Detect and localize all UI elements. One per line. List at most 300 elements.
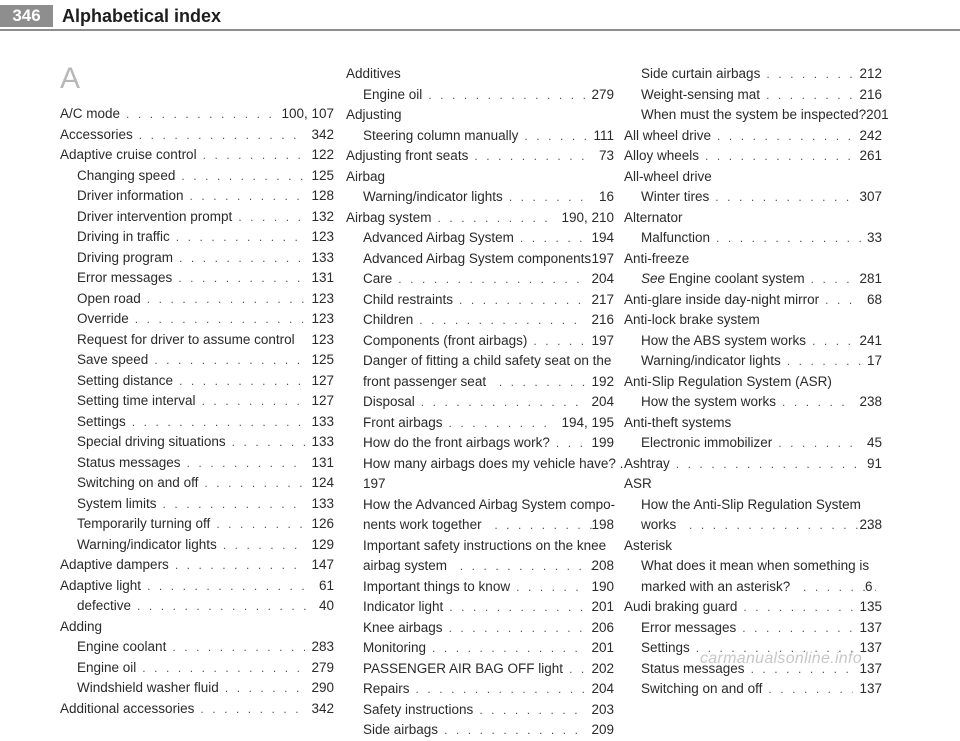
index-entry-term: Side airbags <box>363 722 439 737</box>
index-entry-term: Open road <box>77 290 141 306</box>
index-entry-term: Engine coolant <box>77 639 167 654</box>
index-entry-line <box>346 249 614 270</box>
index-entry-line <box>624 454 882 475</box>
leader-dots <box>432 638 585 659</box>
leader-dots <box>419 310 585 331</box>
index-entry-page: 199 <box>591 435 614 450</box>
leader-dots <box>715 187 853 208</box>
index-entry-line <box>346 228 614 249</box>
leader-dots <box>179 371 305 392</box>
index-entry-line <box>624 167 882 188</box>
index-entry <box>346 228 614 249</box>
index-entry-page: 131 <box>311 270 334 285</box>
index-entry-term: All-wheel drive <box>624 168 712 184</box>
index-entry-line <box>60 371 334 392</box>
leader-dots <box>175 555 306 576</box>
leader-dots <box>812 331 853 352</box>
leader-dots <box>716 228 861 249</box>
index-entry-page: 127 <box>311 393 334 408</box>
index-entry <box>60 637 334 658</box>
index-entry-line <box>60 207 334 228</box>
index-entry-line <box>60 678 334 699</box>
leader-dots <box>126 104 275 125</box>
index-entry-line <box>346 659 614 680</box>
index-entry-line <box>363 372 614 393</box>
index-entry-page: 208 <box>591 558 614 573</box>
leader-dots <box>492 372 602 393</box>
index-entry-term: Anti-freeze <box>624 250 690 266</box>
index-entry-page: 206 <box>591 619 614 635</box>
index-entry-line <box>363 556 614 577</box>
section-letter: A <box>60 62 81 95</box>
index-entry-page: 33 <box>866 230 882 245</box>
index-entry-line <box>60 432 334 453</box>
index-entry-term: front passenger seat <box>363 373 487 389</box>
index-entry-term: Adjusting <box>346 107 402 122</box>
index-entry-term: Repairs <box>363 681 410 696</box>
index-entry-term: Anti-lock brake system <box>624 312 760 327</box>
index-entry-page: 216 <box>591 312 614 327</box>
leader-dots <box>202 391 306 412</box>
leader-dots <box>232 432 306 453</box>
index-entry-line <box>346 679 614 700</box>
index-entry-page: 202 <box>591 660 614 676</box>
leader-dots <box>137 596 313 617</box>
index-entry-page: 17 <box>866 353 882 368</box>
index-entry-page: 204 <box>591 681 614 696</box>
index-entry-page: 125 <box>311 352 334 367</box>
index-entry-line <box>346 105 614 126</box>
index-entry-page: 135 <box>859 599 882 614</box>
index-entry-page: 281 <box>859 271 882 286</box>
index-entry-line <box>60 125 334 146</box>
index-entry-line <box>624 474 882 495</box>
index-entry-term: Switching on and off <box>77 475 199 490</box>
index-entry-line <box>346 638 614 659</box>
index-entry-line <box>346 597 614 618</box>
index-entry-term: Adaptive cruise control <box>60 147 197 162</box>
index-entry-term: Anti-Slip Regulation System (ASR) <box>624 373 832 389</box>
index-entry-term: Settings <box>77 413 126 429</box>
leader-dots <box>398 269 585 290</box>
index-entry-line <box>60 699 334 720</box>
index-entry-page: 238 <box>859 517 882 532</box>
index-entry-term: All wheel drive <box>624 127 712 143</box>
index-entry-term: Engine oil <box>363 86 423 102</box>
index-entry-term: Accessories <box>60 126 133 142</box>
index-entry-line <box>624 351 882 372</box>
index-entry-line: marked with an asterisk? . . . 6 <box>658 577 882 598</box>
index-entry <box>624 433 882 454</box>
leader-dots <box>742 618 853 639</box>
index-entry <box>624 310 882 331</box>
index-entry-page: 123 <box>311 331 334 347</box>
leader-dots <box>509 187 593 208</box>
index-entry-line <box>346 618 614 639</box>
index-entry-page: 342 <box>311 126 334 142</box>
leader-dots <box>768 679 853 700</box>
index-entry <box>60 391 334 412</box>
index-entry-term: Anti-theft systems <box>624 414 732 430</box>
index-entry-term: Children <box>363 312 414 327</box>
leader-dots <box>524 126 587 147</box>
index-entry-page: 242 <box>859 127 882 143</box>
index-entry-term: Important safety instructions on the knee <box>363 537 607 553</box>
index-entry <box>60 473 334 494</box>
leader-dots <box>682 515 870 536</box>
index-entry <box>60 432 334 453</box>
index-entry-line <box>60 268 334 289</box>
index-entry <box>346 310 614 331</box>
index-entry-line <box>60 227 334 248</box>
index-entry-term: Components (front airbags) <box>363 332 528 348</box>
leader-dots <box>190 186 306 207</box>
index-entry <box>624 351 882 372</box>
index-entry-page: 261 <box>859 148 882 163</box>
index-entry-line <box>346 720 614 741</box>
index-entry-page: 197 <box>363 476 386 491</box>
see-reference: See <box>641 271 666 286</box>
index-entry-line <box>346 187 614 208</box>
leader-dots <box>216 514 305 535</box>
index-entry <box>624 228 882 249</box>
index-entry-page: 129 <box>311 536 334 552</box>
index-entry-page: 91 <box>866 455 882 471</box>
index-entry-line <box>624 64 882 85</box>
index-entry-term: Switching on and off <box>641 681 763 696</box>
index-entry <box>624 536 882 557</box>
index-entry-line <box>624 618 882 639</box>
index-entry <box>346 392 614 413</box>
index-entry <box>346 413 614 434</box>
index-entry-page: 283 <box>311 639 334 654</box>
index-entry-term: Care <box>363 271 393 286</box>
index-entry <box>60 494 334 515</box>
leader-dots <box>163 494 306 515</box>
index-entry-line <box>624 372 882 393</box>
index-entry <box>346 126 614 147</box>
index-entry <box>346 597 614 618</box>
index-entry-line <box>346 392 614 413</box>
index-entry-line <box>60 145 334 166</box>
index-entry-term: Advanced Airbag System <box>363 230 514 245</box>
index-entry-page: 132 <box>311 208 334 224</box>
index-entry-page: 209 <box>591 722 614 737</box>
index-entry <box>624 249 882 270</box>
index-entry-page: 131 <box>311 454 334 470</box>
index-entry-line <box>346 167 614 188</box>
index-entry-line <box>624 249 882 270</box>
index-entry <box>346 290 614 311</box>
leader-dots <box>179 248 305 269</box>
index-entry-page: 216 <box>859 86 882 102</box>
leader-dots <box>203 145 306 166</box>
index-entry-page: 123 <box>311 311 334 326</box>
index-entry-line <box>624 228 882 249</box>
index-entry <box>624 392 882 413</box>
index-entry-line <box>60 453 334 474</box>
index-entry <box>60 658 334 679</box>
index-entry-line <box>60 658 334 679</box>
index-entry-term: Knee airbags <box>363 619 443 635</box>
index-entry-term: How many airbags does my vehicle have? . <box>363 455 624 471</box>
index-entry <box>346 187 614 208</box>
leader-dots <box>449 597 585 618</box>
index-entry-page: 279 <box>591 86 614 102</box>
index-entry-line <box>624 187 882 208</box>
index-entry-line <box>60 330 334 351</box>
leader-dots <box>200 699 305 720</box>
index-entry-line <box>624 269 882 290</box>
index-entry-term: defective <box>77 598 132 613</box>
leader-dots <box>187 453 306 474</box>
index-entry <box>624 495 882 536</box>
leader-dots <box>782 392 853 413</box>
index-entry-term: Driver information <box>77 188 184 203</box>
page-number-badge: 346 <box>0 5 53 27</box>
index-entry-term: Override <box>77 311 129 326</box>
index-entry <box>60 268 334 289</box>
index-entry <box>60 617 334 638</box>
index-entry-line <box>624 433 882 454</box>
index-entry-term: ASR <box>624 476 652 491</box>
index-entry-line <box>624 536 882 557</box>
index-entry-term: Error messages <box>641 619 737 635</box>
index-entry-page: 342 <box>311 700 334 716</box>
index-entry <box>60 145 334 166</box>
index-entry-term: Child restraints <box>363 291 454 307</box>
index-entry-page: 137 <box>859 640 882 655</box>
index-entry-term: Side curtain airbags <box>641 66 761 81</box>
index-entry-line <box>60 514 334 535</box>
index-entry <box>346 700 614 721</box>
leader-dots <box>533 331 585 352</box>
index-entry-page: 192 <box>591 373 614 389</box>
leader-dots <box>449 618 586 639</box>
index-entry-page: 123 <box>311 229 334 244</box>
index-entry-page: 194, 195 <box>561 414 614 430</box>
index-entry <box>624 187 882 208</box>
index-entry-line <box>346 64 614 85</box>
index-entry <box>60 227 334 248</box>
index-entry <box>624 208 882 229</box>
index-entry-line <box>60 309 334 330</box>
index-entry-page: 40 <box>318 598 334 613</box>
index-entry <box>60 207 334 228</box>
index-entry-line <box>624 146 882 167</box>
index-entry-page: 203 <box>591 701 614 717</box>
index-entry-line <box>60 412 334 433</box>
index-entry-term: Weight-sensing mat <box>641 86 761 102</box>
leader-dots <box>147 576 313 597</box>
index-entry <box>624 290 882 311</box>
index-entry-term: When must the system be inspected? <box>641 107 867 122</box>
leader-dots <box>705 146 853 167</box>
index-entry-term: How the ABS system works <box>641 332 807 348</box>
index-entry-page: 198 <box>591 517 614 532</box>
index-entry-term: Special driving situations <box>77 434 226 449</box>
index-entry <box>346 331 614 352</box>
leader-dots <box>717 126 853 147</box>
index-entry <box>346 679 614 700</box>
index-column-2 <box>346 64 624 741</box>
index-entry-page: 122 <box>311 147 334 162</box>
index-entry-term: A/C mode <box>60 106 121 121</box>
index-entry <box>346 167 614 188</box>
index-entry <box>624 454 882 475</box>
index-entry-line <box>624 331 882 352</box>
header-rule <box>0 29 960 31</box>
leader-dots <box>181 166 305 187</box>
leader-dots <box>238 207 305 228</box>
index-entry-line <box>346 577 614 598</box>
leader-dots <box>135 309 306 330</box>
index-entry <box>624 105 889 126</box>
leader-dots <box>459 290 585 311</box>
index-entry <box>624 474 882 495</box>
index-entry-line <box>346 433 614 454</box>
index-entry <box>60 555 334 576</box>
leader-dots <box>176 227 306 248</box>
leader-dots <box>204 473 305 494</box>
index-entry <box>624 126 882 147</box>
index-entry <box>346 85 614 106</box>
index-entry-term: Driving program <box>77 249 174 265</box>
index-entry <box>624 269 882 290</box>
index-entry <box>60 596 334 617</box>
index-entry <box>624 413 882 434</box>
index-entry-page: 197 <box>591 332 614 348</box>
leader-dots <box>444 720 585 741</box>
index-entry <box>346 618 614 639</box>
index-entry-line <box>346 310 614 331</box>
leader-dots <box>438 208 556 229</box>
index-entry-page: 217 <box>591 291 614 307</box>
index-entry-line <box>60 555 334 576</box>
index-entry-page: 126 <box>311 516 334 531</box>
index-entry-term: Ashtray <box>624 455 670 471</box>
index-entry-line <box>346 146 614 167</box>
index-entry-term: What does it mean when something is <box>641 558 870 573</box>
index-entry-line <box>60 104 334 125</box>
index-entry-term: works <box>641 517 677 532</box>
index-entry-term: Airbag system <box>346 209 432 225</box>
index-entry-line <box>60 473 334 494</box>
leader-dots <box>479 700 585 721</box>
index-entry <box>60 186 334 207</box>
index-entry <box>346 351 614 392</box>
leader-dots <box>676 454 861 475</box>
index-entry <box>60 412 334 433</box>
index-entry-term: Engine coolant system <box>668 271 805 286</box>
index-entry-line <box>346 126 614 147</box>
index-entry <box>60 289 334 310</box>
leader-dots <box>421 392 586 413</box>
index-entry <box>60 535 334 556</box>
index-entry <box>60 330 334 351</box>
index-entry-page: 16 <box>598 189 614 204</box>
index-entry-term: Alternator <box>624 209 683 225</box>
index-entry-line <box>346 269 614 290</box>
index-entry-page: 128 <box>311 188 334 203</box>
index-entry-term: Changing speed <box>77 167 176 183</box>
index-entry <box>346 433 614 454</box>
index-entry <box>346 454 624 495</box>
leader-dots <box>449 413 556 434</box>
leader-dots <box>778 433 861 454</box>
leader-dots <box>154 350 305 371</box>
index-entry-page: 201 <box>591 640 614 655</box>
index-entry <box>346 638 614 659</box>
leader-dots <box>139 125 306 146</box>
index-entry <box>346 720 614 741</box>
index-entry <box>60 678 334 699</box>
index-entry-line <box>60 494 334 515</box>
index-entry-page: 137 <box>859 660 882 676</box>
index-entry-term: Additives <box>346 66 401 81</box>
leader-dots <box>488 515 603 536</box>
index-entry-line <box>60 535 334 556</box>
index-entry-line <box>60 289 334 310</box>
index-entry-page: 307 <box>859 189 882 204</box>
index-entry-line <box>624 413 882 434</box>
index-entry-term: Adding <box>60 618 103 634</box>
index-entry-line <box>60 248 334 269</box>
index-entry-line <box>60 350 334 371</box>
index-entry-page: 190, 210 <box>561 209 614 225</box>
index-entry-term: Driver intervention prompt <box>77 208 233 224</box>
leader-dots <box>556 433 586 454</box>
leader-dots <box>569 659 585 680</box>
index-entry-term: Indicator light <box>363 599 444 614</box>
index-entry-term: Advanced Airbag System components <box>363 250 592 266</box>
index-entry-page: 194 <box>591 230 614 245</box>
index-entry-page: 124 <box>311 475 334 490</box>
index-entry-term: Airbag <box>346 168 386 184</box>
leader-dots <box>766 64 853 85</box>
index-entry-page: 127 <box>311 372 334 388</box>
index-entry-term: Warning/indicator lights <box>641 353 781 368</box>
index-entry-term: Safety instructions <box>363 701 474 717</box>
index-entry-page: 190 <box>591 578 614 594</box>
index-entry-term: Windshield washer fluid <box>77 680 219 695</box>
index-entry-term: Save speed <box>77 352 149 367</box>
index-entry-term: Electronic immobilizer <box>641 435 773 450</box>
index-entry-term: marked with an asterisk? <box>641 578 791 594</box>
index-entry-page: 238 <box>859 394 882 409</box>
leader-dots <box>147 289 306 310</box>
index-entry-term: Anti-glare inside day-night mirror <box>624 291 820 307</box>
index-entry <box>346 269 614 290</box>
leader-dots <box>516 577 585 598</box>
index-entry-line <box>60 596 334 617</box>
index-entry-term: Additional accessories <box>60 700 195 716</box>
index-entry-term: nents work together <box>363 517 482 532</box>
index-entry-line <box>60 186 334 207</box>
index-entry-term: Driving in traffic <box>77 229 170 244</box>
index-entry <box>346 64 614 85</box>
index-entry-page: 45 <box>866 435 882 450</box>
index-entry-line <box>624 126 882 147</box>
index-entry <box>624 167 882 188</box>
index-entry-term: Status messages <box>77 454 181 470</box>
index-entry <box>60 699 334 720</box>
index-entry <box>624 372 882 393</box>
leader-dots <box>520 228 586 249</box>
leader-dots <box>428 85 585 106</box>
index-entry-line <box>60 617 334 638</box>
index-entry-line <box>346 290 614 311</box>
